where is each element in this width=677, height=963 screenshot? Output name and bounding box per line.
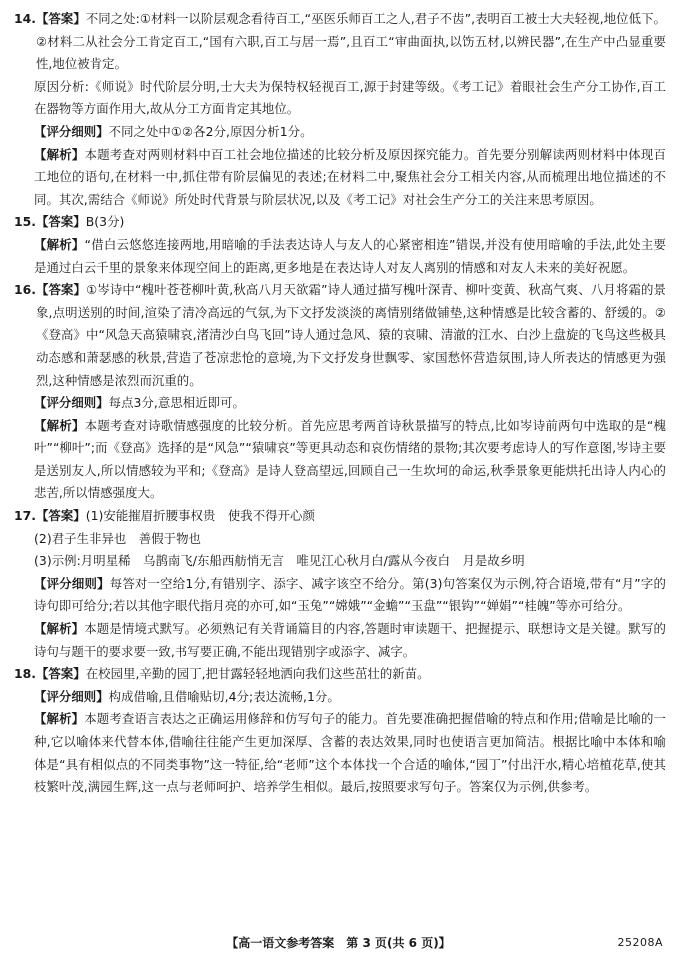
question-number: 17. [14,508,36,524]
analysis-paragraph [14,618,666,663]
question-number: 15. [14,214,36,230]
answer-line-2: (2)君子生非异也 善假于物也 [34,530,201,546]
rubric-tag: 【评分细则】 [34,123,109,139]
question-15 [14,211,666,234]
analysis-text: 本题考查对诗歌情感强度的比较分析。首先应思考两首诗秋景描写的特点,比如岑诗前两句中选取的是“槐叶”“柳叶”;而《登高》选择的是“风急”“猿啸哀”等更具动态和哀伤情绪的景物;其次要考虑诗人的写作意图,岑诗主要是送别友人,所以情感较为平和;《登高》是诗人登高望远,回顾自己一生坎坷的命运,秋季景象更能烘托出诗人内心的悲苦,所以情感强度大。 [34,417,666,501]
question-number: 14. [14,11,36,26]
question-body [36,279,666,392]
paper-code: 25208A [617,936,663,949]
answer-text: 在校园里,辛勤的园丁,把甘露轻轻地洒向我们这些茁壮的新苗。 [85,666,430,682]
analysis-text: 本题考查语言表达之正确运用修辞和仿写句子的能力。首先要准确把握借喻的特点和作用;借喻是比喻的一种,它以喻体来代替本体,借喻往往能产生更加深厚、含蓄的表达效果,同时也使语言更加简洁。根据比喻中本体和喻体是“具有相似点的不同类事物”这一特征,给“老师”这个本体找一个合适的喻体,“园丁”付出汗水,精心培植花草,使其枝繁叶茂,满园生辉,这一点与老师呵护、培养学生相似。最后,按照要求写句子。答案仅为示例,供参考。 [34,711,667,795]
answer-line-3: (3)示例:月明星稀 乌鹊南飞/东船西舫悄无言 唯见江心秋月白/露从今夜白 月是故乡明 [34,553,525,569]
question-body [36,8,666,76]
analysis-text: “借白云悠悠连接两地,用暗喻的手法表达诗人与友人的心紧密相连”错误,并没有使用暗喻的手法,此处主要是通过白云千里的景象来体现空间上的距离,更多地是在表达诗人对友人离别的情感和对友人未来的美好祝愿。 [34,236,666,275]
question-17 [14,505,666,528]
answer-paragraph [36,279,666,392]
rubric-paragraph [14,121,666,144]
analysis-tag: 【解析】 [34,146,85,162]
analysis-paragraph [14,708,666,798]
answer-tag: 【答案】 [35,666,86,682]
footer-title: 【高一语文参考答案 第 3 页(共 6 页)】 [226,936,451,950]
answer-key-page [14,8,666,799]
analysis-tag: 【解析】 [34,236,85,252]
question-18 [14,663,666,686]
answer-tag: 【答案】 [35,11,86,26]
question-body [36,211,666,234]
question-body [36,663,666,686]
answer-line-1: (1)安能摧眉折腰事权贵 使我不得开心颜 [85,508,315,524]
analysis-text: 本题是情境式默写。必须熟记有关背诵篇目的内容,答题时审读题干、把握提示、联想诗文是关键。默写的诗句与题干的要求要一致,书写要正确,不能出现错别字或添字、减字。 [34,621,666,659]
answer-tag: 【答案】 [35,508,86,524]
rubric-tag: 【评分细则】 [34,688,109,704]
answer-paragraph [36,8,666,76]
question-14 [14,8,666,76]
reason-paragraph: 原因分析:《师说》时代阶层分明,士大夫为保特权轻视百工,源于封建等级。《考工记》着眼社会生产分工协作,百工在器物等方面作用大,故从分工方面肯定其地位。 [34,78,666,117]
rubric-text: 不同之处中①②各2分,原因分析1分。 [108,123,313,139]
rubric-paragraph [14,392,666,415]
answer-paragraph [36,505,666,528]
analysis-paragraph [14,415,666,505]
answer-tag: 【答案】 [35,214,86,230]
analysis-paragraph [14,144,666,212]
rubric-paragraph [14,686,666,709]
answer-paragraph [36,663,666,686]
question-number: 16. [14,282,36,298]
rubric-tag: 【评分细则】 [34,395,109,411]
question-16 [14,279,666,392]
question-number: 18. [14,666,36,682]
rubric-paragraph [14,573,666,618]
analysis-text: 本题考查对两则材料中百工社会地位描述的比较分析及原因探究能力。首先要分别解读两则材料中体现百工地位的语句,在材料一中,抓住带有阶层偏见的表述;在材料二中,聚焦社会分工相关内容,从而梳理出地位描述的不同。其次,需结合《师说》所处时代背景与阶层状况,以及《考工记》对社会生产分工的关注来思考原因。 [34,146,666,207]
answer-text: B(3分) [85,214,125,230]
rubric-tag: 【评分细则】 [34,575,110,591]
rubric-text: 构成借喻,且借喻贴切,4分;表达流畅,1分。 [108,688,340,704]
answer-text: ①岑诗中“槐叶苍苍柳叶黄,秋高八月天欲霜”诗人通过描写槐叶深青、柳叶变黄、秋高气爽、八月将霜的景象,点明送别的时间,渲染了清冷高远的气氛,为下文抒发淡淡的离情别绪做铺垫,这种情感是比较含蓄的、舒缓的。②《登高》中“风急天高猿啸哀,渚清沙白鸟飞回”诗人通过急风、猿的哀啸、清澈的江水、白沙上盘旋的飞鸟这些极具动态感和萧瑟感的秋景,营造了苍凉悲怆的意境,为下文抒发身世飘零、家国愁怀营造氛围,诗人所表达的情感更为强烈,这种情感是浓烈而沉重的。 [35,282,666,388]
analysis-paragraph [14,234,666,279]
analysis-tag: 【解析】 [34,417,85,433]
analysis-tag: 【解析】 [34,711,85,727]
question-body [36,505,666,528]
answer-paragraph [36,211,666,234]
answer-tag: 【答案】 [35,282,87,298]
rubric-text: 每答对一空给1分,有错别字、添字、减字该空不给分。第(3)句答案仅为示例,符合语境,带有“月”字的诗句即可给分;若以其他字眼代指月亮的亦可,如“玉兔”“嫦娥”“金蟾”“玉盘”“银钩”“婵娟”“桂魄”等亦可给分。 [34,575,666,614]
analysis-tag: 【解析】 [34,621,85,637]
answer-text: 不同之处:①材料一以阶层观念看待百工,“巫医乐师百工之人,君子不齿”,表明百工被士大夫轻视,地位低下。②材料二从社会分工肯定百工,“国有六职,百工与居一焉”,且百工“审曲面执,以饬五材,以辨民器”,在生产中凸显重要性,地位被肯定。 [35,11,666,72]
rubric-text: 每点3分,意思相近即可。 [108,395,245,411]
